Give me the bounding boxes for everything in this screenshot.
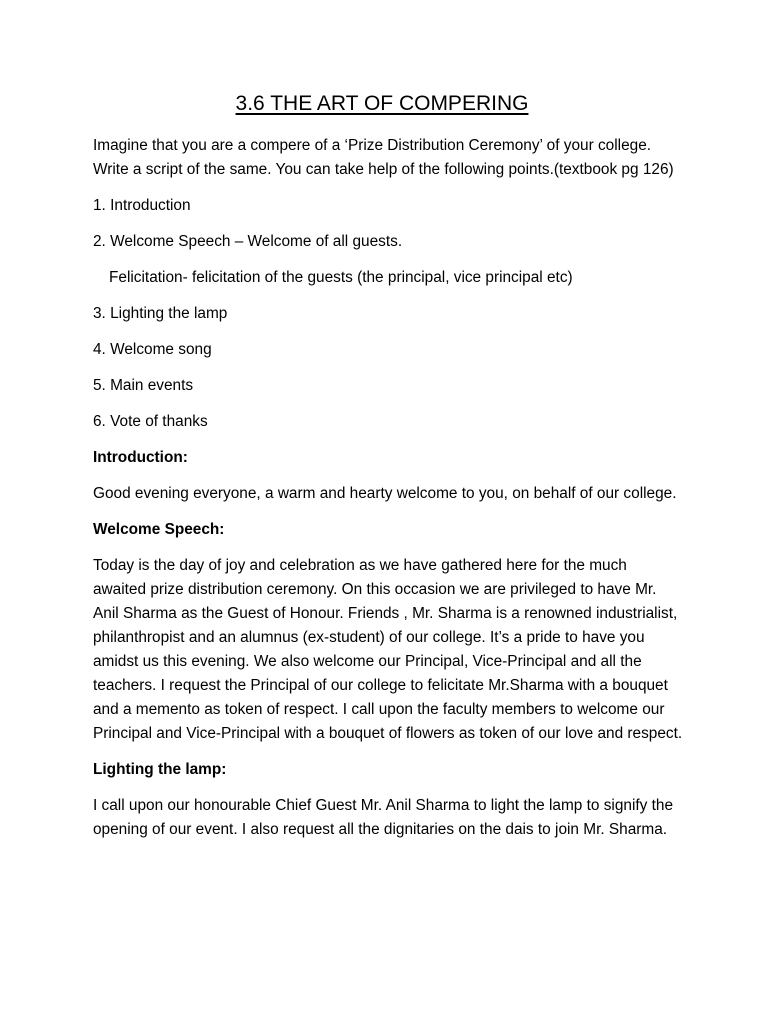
assignment-prompt: Imagine that you are a compere of a ‘Prize Distribution Ceremony’ of your college. Write a script of the same. You can take help of the following points.(textbook pg 126) <box>93 137 674 178</box>
document-page <box>93 90 683 854</box>
section-welcome-speech <box>93 518 683 746</box>
list-item: Felicitation- felicitation of the guests (the principal, vice principal etc) <box>109 269 573 286</box>
list-item: 5. Main events <box>93 377 194 394</box>
list-item: 6. Vote of thanks <box>93 413 208 430</box>
list-item: 4. Welcome song <box>93 341 212 358</box>
list-item: 1. Introduction <box>93 197 191 214</box>
section-body: Today is the day of joy and celebration as we have gathered here for the much awaited prize distribution ceremony. On this occasion we are privileged to have Mr. Anil Sharma as the Guest of Honour. Friends , Mr. Sharma is a renowned industrialist, philanthropist and an alumnus (ex-student) of our college. It’s a pride to have you amidst us this evening. We also welcome our Principal, Vice-Principal and all the teachers. I request the Principal of our college to felicitate Mr.Sharma with a bouquet and a memento as token of respect. I call upon the faculty members to welcome our Principal and Vice-Principal with a bouquet of flowers as token of our love and respect. <box>93 557 683 742</box>
section-heading: Lighting the lamp: <box>93 761 227 778</box>
page-title: 3.6 THE ART OF COMPERING <box>235 92 529 115</box>
list-item: 2. Welcome Speech – Welcome of all guests. <box>93 233 403 250</box>
section-lighting-the-lamp <box>93 758 683 842</box>
section-heading: Welcome Speech: <box>93 521 225 538</box>
section-heading: Introduction: <box>93 449 188 466</box>
points-list <box>93 194 683 434</box>
section-body: I call upon our honourable Chief Guest Mr. Anil Sharma to light the lamp to signify the opening of our event. I also request all the dignitaries on the dais to join Mr. Sharma. <box>93 797 674 838</box>
section-introduction <box>93 446 683 506</box>
section-body: Good evening everyone, a warm and hearty welcome to you, on behalf of our college. <box>93 485 677 502</box>
list-item: 3. Lighting the lamp <box>93 305 228 322</box>
